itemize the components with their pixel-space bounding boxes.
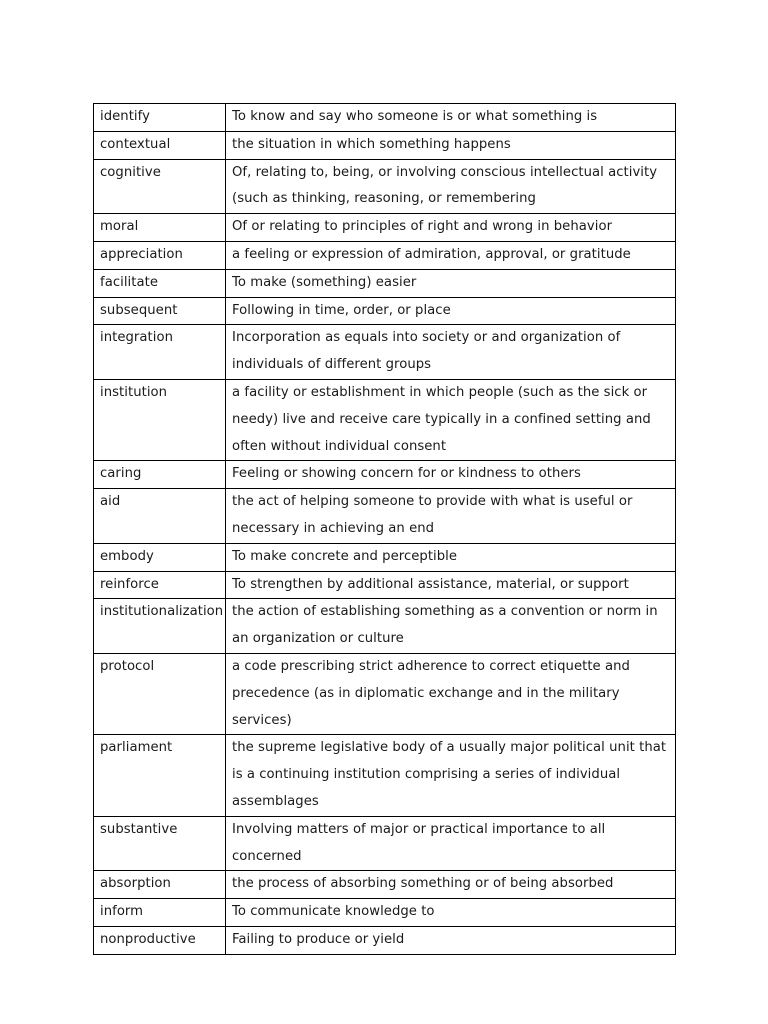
term-cell: reinforce <box>94 571 226 599</box>
term-cell: institution <box>94 379 226 460</box>
term-cell: integration <box>94 325 226 380</box>
term-cell: identify <box>94 104 226 132</box>
table-row <box>94 543 676 571</box>
term-cell: subsequent <box>94 297 226 325</box>
definition-cell: a code prescribing strict adherence to correct etiquette and precedence (as in diplomatic exchange and in the military services) <box>226 653 676 734</box>
term-cell: moral <box>94 214 226 242</box>
term-cell: nonproductive <box>94 926 226 954</box>
definition-cell: Incorporation as equals into society or and organization of individuals of different groups <box>226 325 676 380</box>
term-cell: institutionalization <box>94 599 226 654</box>
table-row <box>94 816 676 871</box>
table-row <box>94 926 676 954</box>
table-row <box>94 241 676 269</box>
table-row <box>94 899 676 927</box>
definition-cell: Following in time, order, or place <box>226 297 676 325</box>
vocabulary-table <box>93 103 676 955</box>
definition-cell: Of, relating to, being, or involving conscious intellectual activity (such as thinking, reasoning, or remembering <box>226 159 676 214</box>
definition-cell: To strengthen by additional assistance, material, or support <box>226 571 676 599</box>
definition-cell: the action of establishing something as a convention or norm in an organization or culture <box>226 599 676 654</box>
definition-cell: Involving matters of major or practical importance to all concerned <box>226 816 676 871</box>
table-row <box>94 599 676 654</box>
definition-cell: To communicate knowledge to <box>226 899 676 927</box>
table-row <box>94 131 676 159</box>
table-row <box>94 735 676 816</box>
term-cell: parliament <box>94 735 226 816</box>
definition-cell: the process of absorbing something or of being absorbed <box>226 871 676 899</box>
term-cell: contextual <box>94 131 226 159</box>
definition-cell: a feeling or expression of admiration, approval, or gratitude <box>226 241 676 269</box>
table-row <box>94 571 676 599</box>
term-cell: aid <box>94 489 226 544</box>
term-cell: appreciation <box>94 241 226 269</box>
definition-cell: Failing to produce or yield <box>226 926 676 954</box>
definition-cell: the situation in which something happens <box>226 131 676 159</box>
vocabulary-table-body <box>94 104 676 955</box>
definition-cell: To make (something) easier <box>226 269 676 297</box>
term-cell: absorption <box>94 871 226 899</box>
table-row <box>94 871 676 899</box>
term-cell: caring <box>94 461 226 489</box>
table-row <box>94 214 676 242</box>
term-cell: substantive <box>94 816 226 871</box>
table-row <box>94 297 676 325</box>
definition-cell: the act of helping someone to provide with what is useful or necessary in achieving an end <box>226 489 676 544</box>
term-cell: inform <box>94 899 226 927</box>
term-cell: facilitate <box>94 269 226 297</box>
definition-cell: the supreme legislative body of a usually major political unit that is a continuing institution comprising a series of individual assemblages <box>226 735 676 816</box>
table-row <box>94 159 676 214</box>
definition-cell: To know and say who someone is or what something is <box>226 104 676 132</box>
definition-cell: Feeling or showing concern for or kindness to others <box>226 461 676 489</box>
table-row <box>94 461 676 489</box>
term-cell: protocol <box>94 653 226 734</box>
table-row <box>94 269 676 297</box>
definition-cell: a facility or establishment in which people (such as the sick or needy) live and receive care typically in a confined setting and often without individual consent <box>226 379 676 460</box>
table-row <box>94 489 676 544</box>
table-row <box>94 653 676 734</box>
definition-cell: Of or relating to principles of right and wrong in behavior <box>226 214 676 242</box>
table-row <box>94 325 676 380</box>
term-cell: embody <box>94 543 226 571</box>
table-row <box>94 379 676 460</box>
term-cell: cognitive <box>94 159 226 214</box>
table-row <box>94 104 676 132</box>
definition-cell: To make concrete and perceptible <box>226 543 676 571</box>
